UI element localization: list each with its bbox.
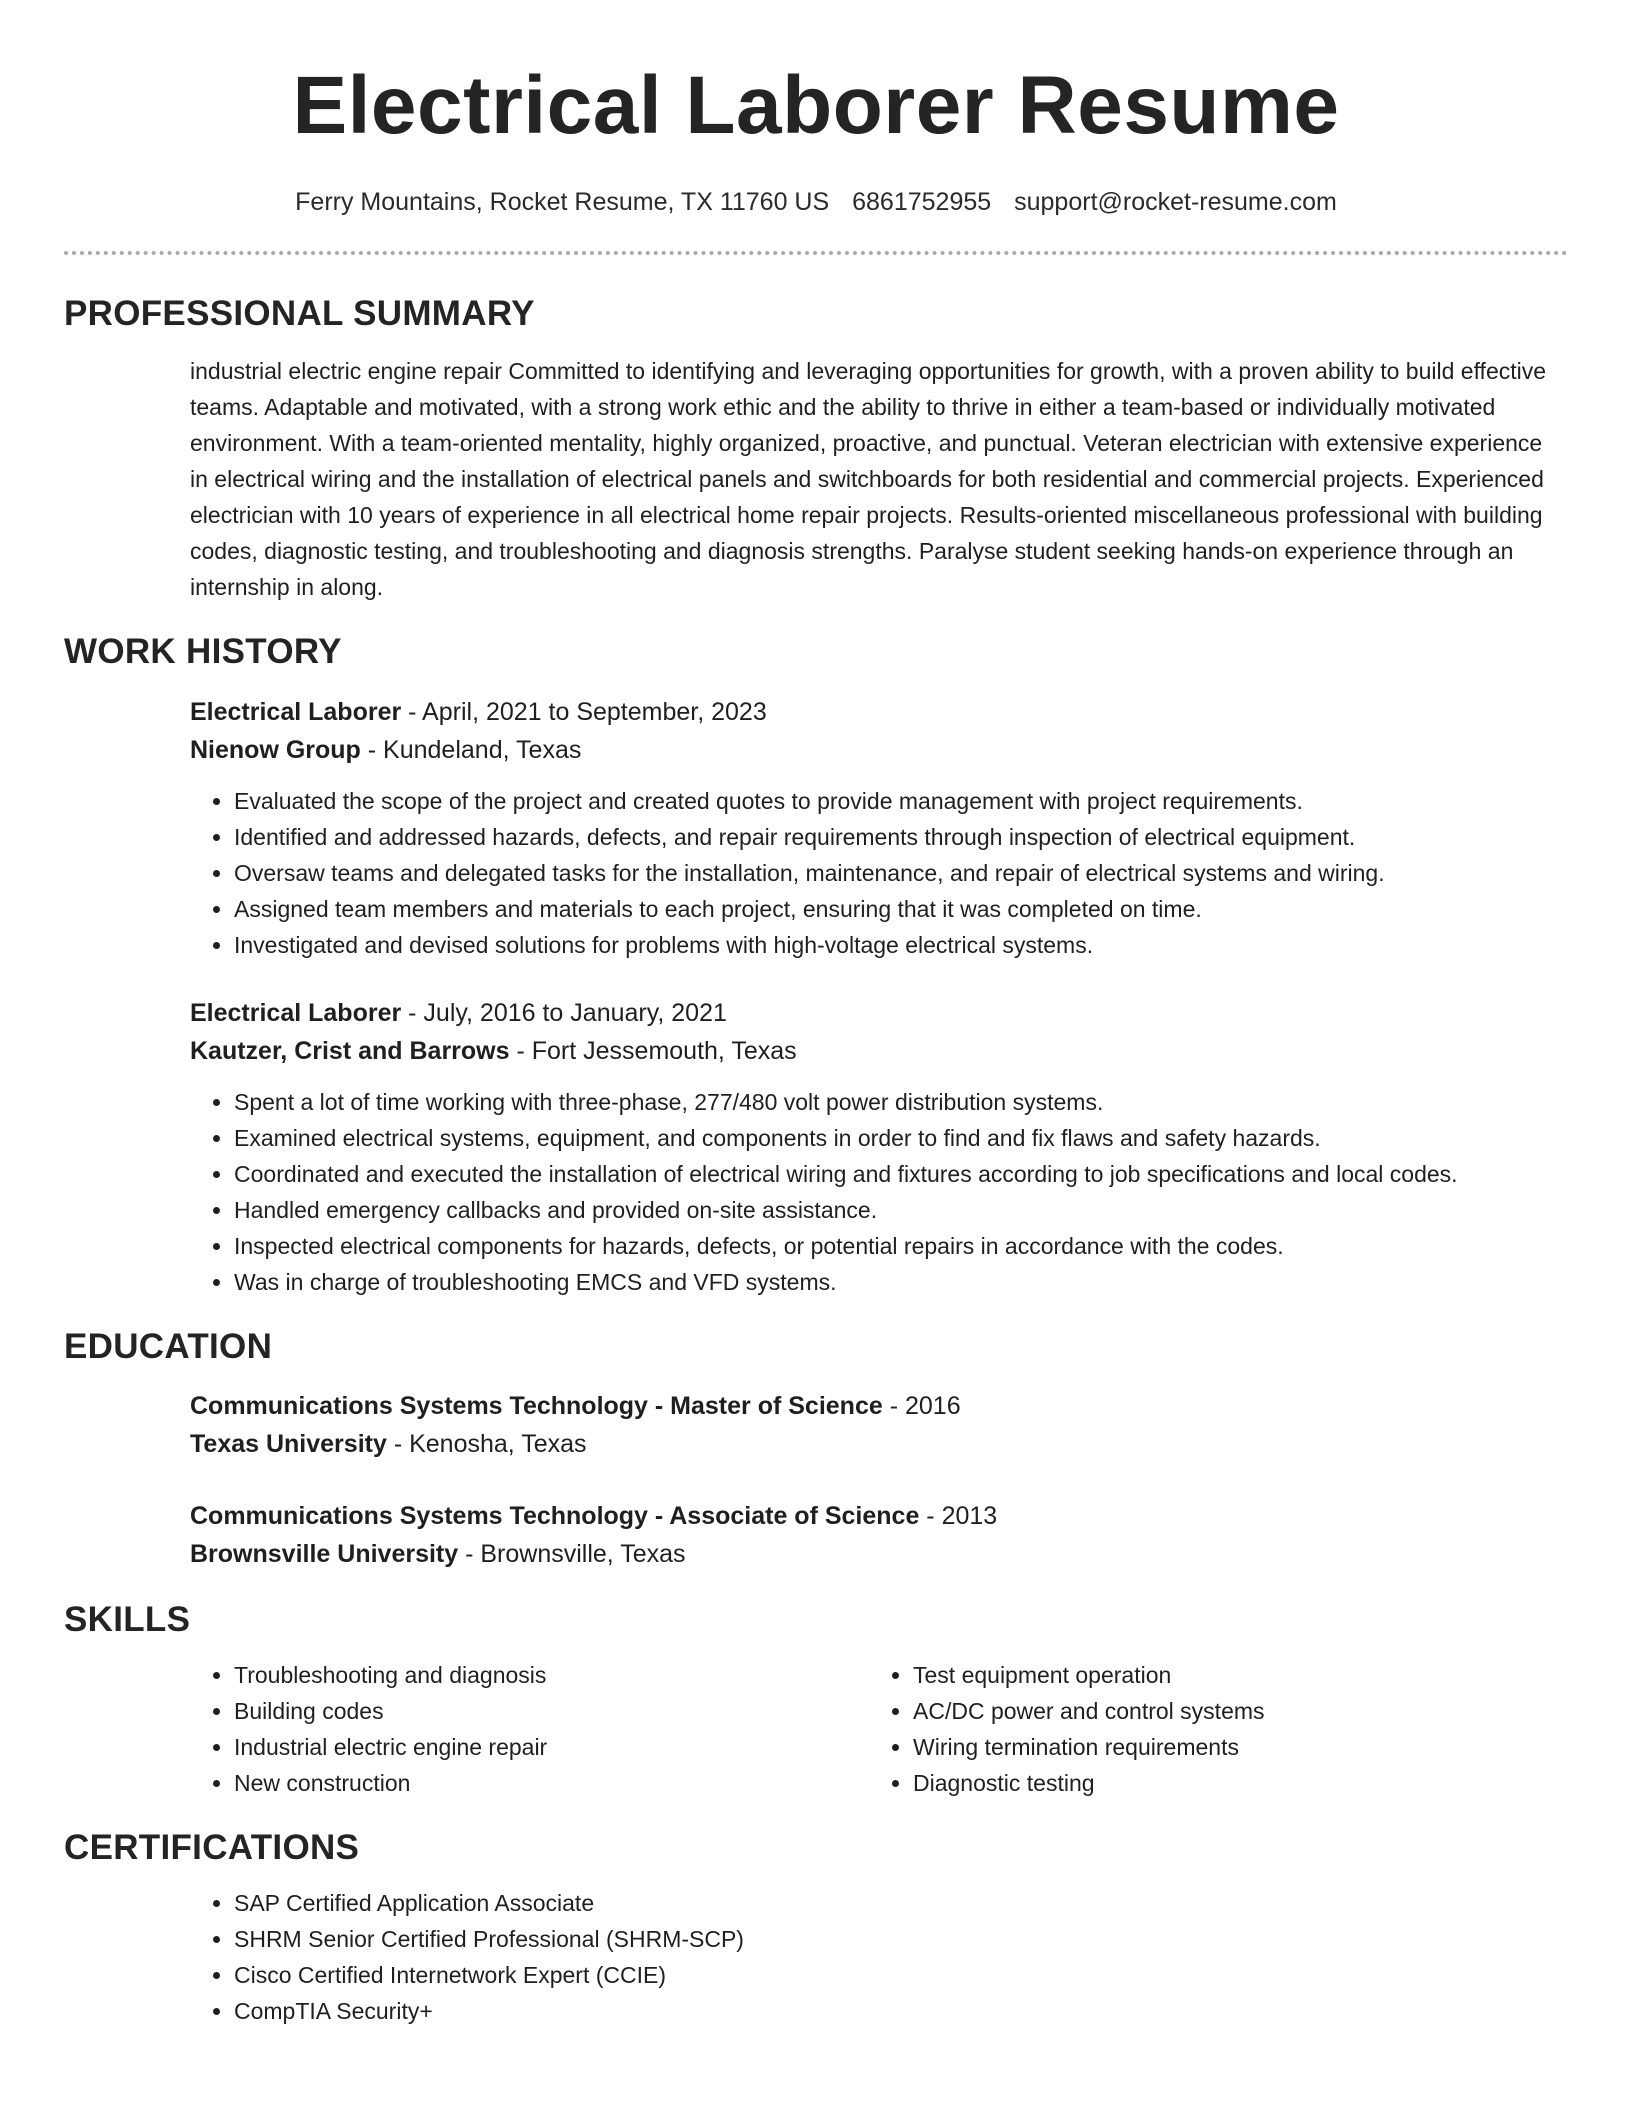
skills-heading: SKILLS — [64, 1600, 191, 1639]
skill-item: • Building codes — [234, 1693, 869, 1729]
job-company-line — [190, 1032, 1548, 1070]
job-company: Nienow Group — [190, 736, 361, 764]
resume-title: Electrical Laborer Resume — [292, 60, 1340, 151]
education-degree-line — [190, 1497, 1548, 1535]
education-school-line — [190, 1425, 1548, 1463]
job-bullet: • Coordinated and executed the installation of electrical wiring and fixtures according to job specifications and local codes. — [234, 1156, 1548, 1192]
skill-item: • Troubleshooting and diagnosis — [234, 1657, 869, 1693]
job-title-line — [190, 994, 1548, 1032]
education-degree: Communications Systems Technology - Master of Science — [190, 1392, 883, 1420]
education-school: Texas University — [190, 1430, 387, 1458]
contact-line — [64, 187, 1568, 217]
job-title-line — [190, 693, 1548, 731]
skill-item: • Wiring termination requirements — [913, 1729, 1548, 1765]
summary-text: industrial electric engine repair Committed to identifying and leveraging opportunities for growth, with a proven ability to build effective teams. Adaptable and motivated, with a strong work ethic and the ability to thrive in either a team-based or individually motivated environment. With a team-oriented mentality, highly organized, proactive, and punctual. Veteran electrician with extensive experience in electrical wiring and the installation of electrical panels and switchboards for both residential and commercial projects. Experienced electrician with 10 years of experience in all electrical home repair projects. Results-oriented miscellaneous professional with building codes, diagnostic testing, and troubleshooting and diagnosis strengths. Paralyse student seeking hands-on experience through an internship in along. — [190, 358, 1547, 600]
job-company: Kautzer, Crist and Barrows — [190, 1037, 510, 1065]
job-bullet: • Identified and addressed hazards, defects, and repair requirements through inspection of electrical equipment. — [234, 819, 1548, 855]
skills-column-left — [190, 1657, 869, 1801]
skills-list — [869, 1657, 1548, 1801]
education-entry — [190, 1387, 1548, 1463]
skill-item: • Industrial electric engine repair — [234, 1729, 869, 1765]
skills-column-right — [869, 1657, 1548, 1801]
job-bullet: • Investigated and devised solutions for problems with high-voltage electrical systems. — [234, 927, 1548, 963]
education-section — [190, 1387, 1548, 1573]
skill-item: • Test equipment operation — [913, 1657, 1548, 1693]
job-bullets — [190, 783, 1548, 963]
job-entry — [190, 994, 1548, 1300]
education-heading: EDUCATION — [64, 1327, 273, 1366]
education-degree-line — [190, 1387, 1548, 1425]
certification-item: • Cisco Certified Internetwork Expert (CCIE) — [234, 1957, 1548, 1993]
summary-section — [190, 353, 1548, 605]
job-location: - Fort Jessemouth, Texas — [509, 1037, 797, 1065]
job-entry — [190, 693, 1548, 963]
resume-page — [64, 0, 1568, 2029]
work-history-heading: WORK HISTORY — [64, 632, 342, 671]
certification-item: • SAP Certified Application Associate — [234, 1885, 1548, 1921]
skill-item: • Diagnostic testing — [913, 1765, 1548, 1801]
job-location: - Kundeland, Texas — [360, 736, 582, 764]
header-divider — [64, 251, 1568, 255]
contact-phone: 6861752955 — [852, 188, 992, 216]
job-bullet: • Was in charge of troubleshooting EMCS and VFD systems. — [234, 1264, 1548, 1300]
skills-section — [190, 1657, 1548, 1801]
job-bullet: • Spent a lot of time working with three-phase, 277/480 volt power distribution systems. — [234, 1084, 1548, 1120]
skills-list — [190, 1657, 869, 1801]
certifications-heading: CERTIFICATIONS — [64, 1828, 360, 1867]
education-location: - Brownsville, Texas — [458, 1540, 686, 1568]
education-location: - Kenosha, Texas — [386, 1430, 587, 1458]
certification-item: • SHRM Senior Certified Professional (SHRM-SCP) — [234, 1921, 1548, 1957]
job-bullet: • Inspected electrical components for hazards, defects, or potential repairs in accordance with the codes. — [234, 1228, 1548, 1264]
job-bullet: • Oversaw teams and delegated tasks for the installation, maintenance, and repair of electrical systems and wiring. — [234, 855, 1548, 891]
skill-item: • AC/DC power and control systems — [913, 1693, 1548, 1729]
summary-heading: PROFESSIONAL SUMMARY — [64, 294, 535, 333]
education-school-line — [190, 1535, 1548, 1573]
job-bullet: • Handled emergency callbacks and provided on-site assistance. — [234, 1192, 1548, 1228]
job-bullet: • Examined electrical systems, equipment, and components in order to find and fix flaws and safety hazards. — [234, 1120, 1548, 1156]
education-entry — [190, 1497, 1548, 1573]
job-bullets — [190, 1084, 1548, 1300]
job-bullet: • Evaluated the scope of the project and created quotes to provide management with project requirements. — [234, 783, 1548, 819]
certifications-section — [190, 1885, 1548, 2029]
education-degree: Communications Systems Technology - Associate of Science — [190, 1502, 920, 1530]
education-year: - 2013 — [919, 1502, 998, 1530]
education-school: Brownsville University — [190, 1540, 459, 1568]
job-dates: - July, 2016 to January, 2021 — [401, 999, 727, 1027]
work-history-section — [190, 693, 1548, 1300]
job-bullet: • Assigned team members and materials to each project, ensuring that it was completed on time. — [234, 891, 1548, 927]
job-role: Electrical Laborer — [190, 999, 402, 1027]
certifications-list — [190, 1885, 1548, 2029]
education-year: - 2016 — [882, 1392, 961, 1420]
job-dates: - April, 2021 to September, 2023 — [401, 698, 767, 726]
job-role: Electrical Laborer — [190, 698, 402, 726]
job-company-line — [190, 731, 1548, 769]
skill-item: • New construction — [234, 1765, 869, 1801]
contact-address: Ferry Mountains, Rocket Resume, TX 11760 US — [295, 188, 830, 216]
certification-item: • CompTIA Security+ — [234, 1993, 1548, 2029]
contact-email: support@rocket-resume.com — [1014, 188, 1337, 216]
